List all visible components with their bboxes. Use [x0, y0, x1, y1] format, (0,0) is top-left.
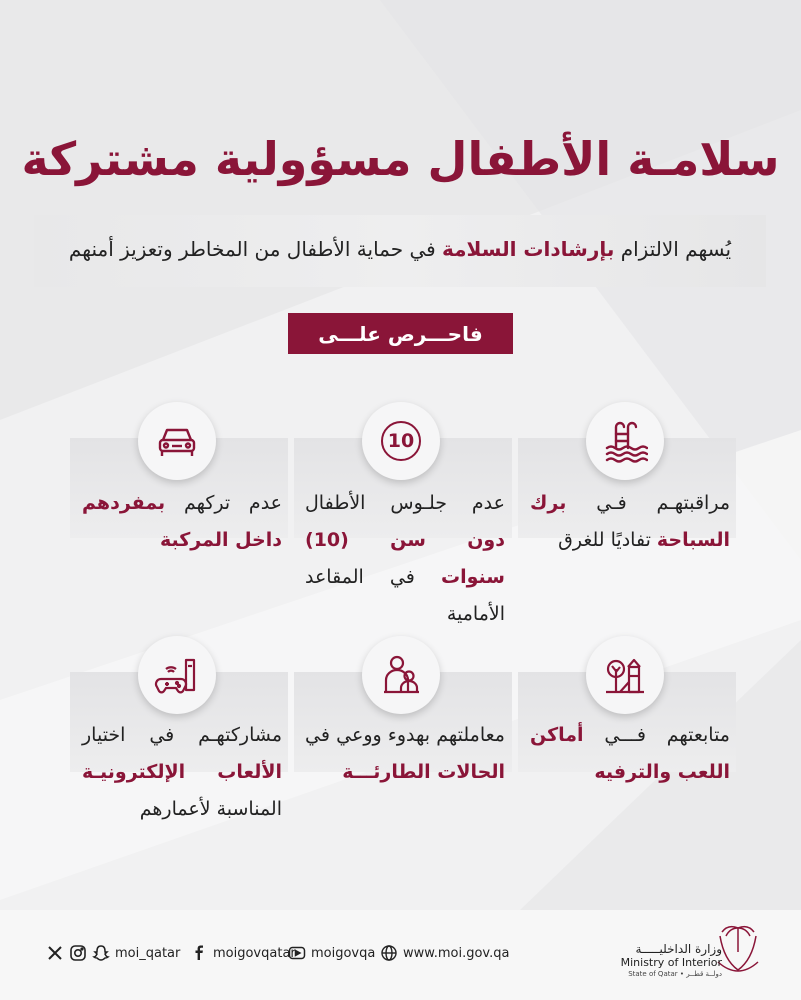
page-title: سلامـة الأطفال مسؤولية مشتركة — [21, 132, 780, 186]
instagram-icon — [69, 944, 87, 962]
card-text-pools — [530, 485, 730, 559]
facebook-icon — [190, 944, 208, 962]
card-plain-text: مشاركتهـم في اختيار — [82, 724, 282, 746]
ministry-english: Ministry of Interior — [620, 956, 722, 969]
intro-text: يُسهم الالتزام بإرشادات السلامة في حماية الأطفال من المخاطر وتعزيز أمنهم — [68, 237, 732, 261]
youtube-icon — [288, 944, 306, 962]
card-highlight-text: بمفردهم داخل المركبة — [82, 492, 282, 551]
card-plain-text: تفاديًا للغرق — [558, 529, 657, 551]
footer-social-x[interactable] — [46, 944, 180, 962]
moi-logo-text — [612, 942, 722, 979]
card-plain-text: مراقبتهـم فـي — [566, 492, 730, 514]
ministry-arabic: وزارة الداخليـــــة — [635, 942, 722, 956]
swimming-pool-icon — [586, 402, 664, 480]
section-pill: فاحـــرص علـــى — [288, 313, 513, 354]
parent-child-icon — [362, 636, 440, 714]
card-text-front-seats — [305, 485, 505, 633]
website-link: www.moi.gov.qa — [403, 945, 510, 961]
car-icon — [138, 402, 216, 480]
playground-icon — [586, 636, 664, 714]
card-plain-text: متابعتهم فـــي — [583, 724, 730, 746]
footer-website[interactable] — [380, 944, 509, 962]
number-10-icon: 10 — [362, 402, 440, 480]
x-icon — [46, 944, 64, 962]
youtube-handle: moigovqa — [311, 945, 376, 961]
card-text-playground — [530, 717, 730, 791]
card-plain-text: المناسبة لأعمارهم — [139, 798, 282, 820]
x-handle: moi_qatar — [115, 945, 181, 961]
card-text-emergency — [305, 717, 505, 791]
footer-social-facebook[interactable] — [190, 944, 296, 962]
globe-icon — [380, 944, 398, 962]
footer-social-youtube[interactable] — [288, 944, 375, 962]
card-highlight-text: أماكن اللعب والترفيه — [530, 724, 730, 783]
card-highlight-text: دون سن (10) سنوات — [305, 529, 505, 588]
state-of-qatar: State of Qatar • دولــة قطــر — [628, 970, 722, 978]
facebook-handle: moigovqatar — [213, 945, 296, 961]
snapchat-icon — [92, 944, 110, 962]
gaming-icon — [138, 636, 216, 714]
card-text-games — [82, 717, 282, 828]
card-highlight-text: الحالات الطارئـــة — [342, 761, 505, 783]
card-highlight-text: الألعاب الإلكترونيـة — [82, 761, 282, 783]
card-plain-text: معاملتهم بهدوء ووعي في — [305, 724, 505, 746]
card-text-car — [82, 485, 282, 559]
card-plain-text: في المقاعد الأمامية — [305, 566, 505, 625]
card-plain-text: عدم تركهم — [165, 492, 282, 514]
card-plain-text: عدم جلـوس الأطفال — [305, 492, 505, 514]
card-highlight-text: برك السباحة — [530, 492, 730, 551]
